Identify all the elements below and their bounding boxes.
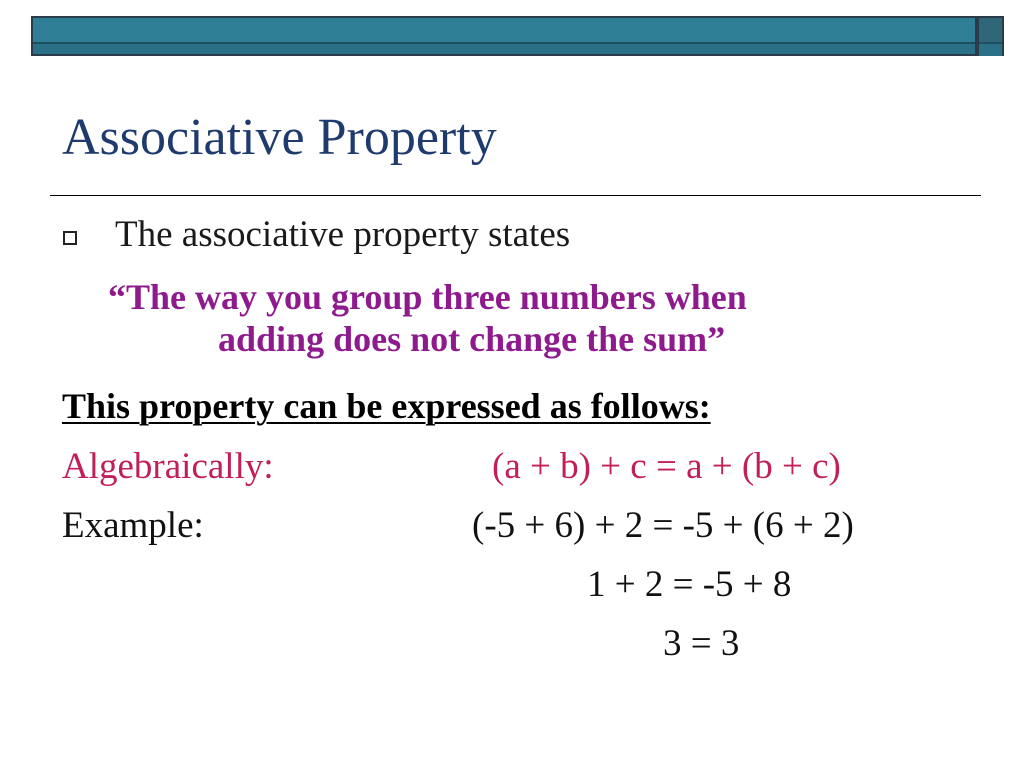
slide-title: Associative Property <box>62 109 497 166</box>
example-step-2: 1 + 2 = -5 + 8 <box>587 564 792 605</box>
example-label: Example: <box>62 505 204 546</box>
algebraic-expression: (a + b) + c = a + (b + c) <box>492 446 841 487</box>
example-step-3: 3 = 3 <box>663 623 740 664</box>
expression-heading: This property can be expressed as follows: <box>62 386 711 426</box>
property-quote <box>108 276 948 360</box>
header-decoration-square <box>977 16 1004 56</box>
bullet-text: The associative property states <box>115 214 571 255</box>
algebraically-label: Algebraically: <box>62 446 274 487</box>
title-divider <box>50 195 981 196</box>
square-bullet-icon <box>63 231 77 245</box>
header-decoration-bar <box>31 16 977 56</box>
quote-line-2: adding does not change the sum” <box>218 319 726 359</box>
quote-line-1: “The way you group three numbers when <box>108 277 747 317</box>
example-step-1: (-5 + 6) + 2 = -5 + (6 + 2) <box>472 505 854 546</box>
